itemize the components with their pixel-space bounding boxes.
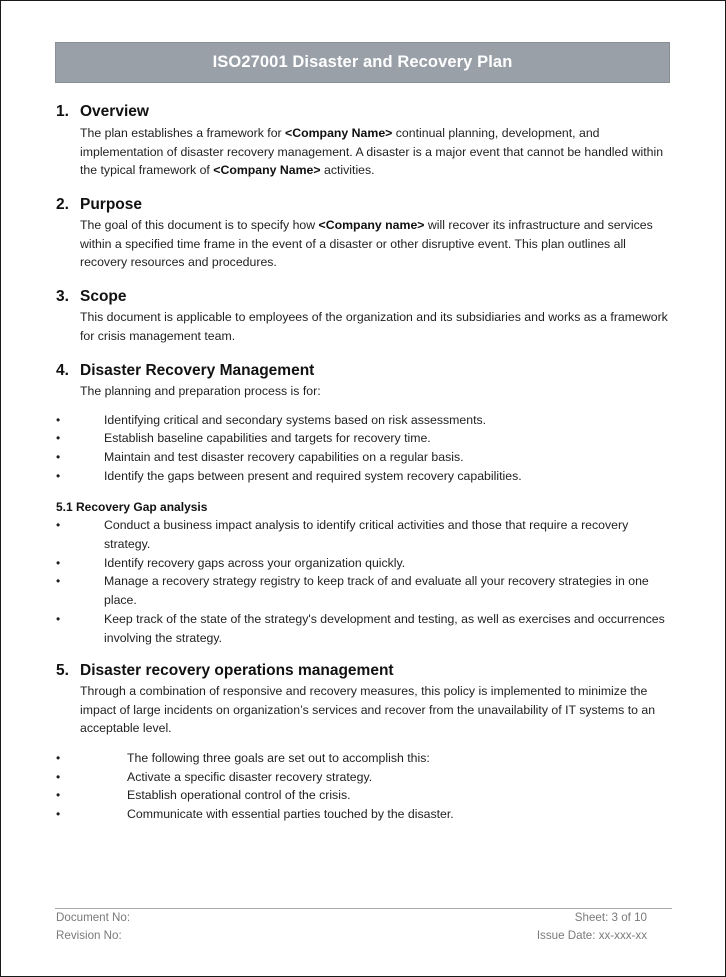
list-item-text: Keep track of the state of the strategy's development and testing, as well as exercises and occurrences involving the strategy.	[104, 611, 665, 645]
document-title: ISO27001 Disaster and Recovery Plan	[212, 53, 513, 71]
list-item	[56, 467, 676, 486]
bullet-list	[56, 749, 676, 824]
document-number-label: Document No:	[56, 911, 131, 924]
bullet-icon: •	[56, 574, 61, 589]
bullet-icon: •	[56, 611, 61, 626]
list-item	[56, 610, 676, 648]
list-item	[56, 749, 676, 768]
section-title: Disaster recovery operations management	[80, 662, 394, 679]
bullet-icon: •	[56, 468, 61, 483]
company-name-placeholder: <Company Name>	[213, 163, 321, 178]
section-intro: Through a combination of responsive and recovery measures, this policy is implemented to minimize the impact of large incidents on organization’s services and recover from the unavailability of IT systems to an acceptable level.	[80, 684, 656, 736]
list-item	[56, 516, 676, 554]
section-intro: The planning and preparation process is for:	[80, 384, 321, 398]
section-disaster-recovery-management	[56, 361, 676, 486]
list-item	[56, 554, 676, 573]
list-item	[56, 448, 676, 467]
section-heading	[56, 102, 676, 122]
sheet-number: Sheet: 3 of 10	[574, 911, 647, 924]
section-number: 5.	[56, 662, 69, 679]
bullet-list	[56, 411, 676, 486]
text-run: will recover its infrastructure and services within a specified time frame in the event of a disaster or other disruptive event. This plan outlines all recovery resources and procedures.	[80, 218, 653, 270]
bullet-icon: •	[56, 750, 61, 765]
footer-row-2	[56, 928, 647, 943]
list-item-text: Identify the gaps between present and required system recovery capabilities.	[104, 468, 522, 483]
section-overview	[56, 102, 676, 180]
list-item-text: Communicate with essential parties touched by the disaster.	[127, 807, 454, 822]
section-heading	[56, 287, 676, 307]
list-item	[56, 429, 676, 448]
list-item-text: Activate a specific disaster recovery strategy.	[127, 769, 373, 784]
section-number: 3.	[56, 288, 69, 305]
section-number: 2.	[56, 196, 69, 213]
section-scope	[56, 287, 676, 345]
text-run: continual planning, development, and implementation of disaster recovery management. A disaster is a major event that cannot be handled within the typical framework of	[80, 126, 664, 178]
bullet-list	[56, 516, 676, 648]
section-title: Scope	[80, 288, 127, 305]
bullet-icon: •	[56, 518, 61, 532]
list-item	[56, 786, 676, 805]
text-run: activities.	[320, 163, 375, 178]
section-paragraph	[80, 216, 676, 272]
list-item-text: Manage a recovery strategy registry to keep track of and evaluate all your recovery strategies in one place.	[104, 574, 649, 608]
section-heading	[56, 361, 676, 381]
company-name-placeholder: <Company Name>	[285, 126, 393, 140]
bullet-icon: •	[56, 431, 61, 446]
bullet-icon: •	[56, 555, 61, 570]
list-item-text: Conduct a business impact analysis to identify critical activities and those that require a recovery strategy.	[104, 518, 629, 551]
list-item	[56, 768, 676, 787]
text-run: The goal of this document is to specify how	[80, 218, 319, 232]
section-title: Purpose	[80, 196, 143, 213]
list-item-text: Establish operational control of the crisis.	[127, 788, 351, 803]
text-run: The plan establishes a framework for	[80, 126, 286, 140]
issue-date: Issue Date: xx-xxx-xx	[536, 929, 647, 942]
section-title: Disaster Recovery Management	[80, 362, 315, 379]
list-item	[56, 411, 676, 430]
section-heading	[56, 195, 676, 215]
bullet-icon: •	[56, 788, 61, 803]
section-heading	[56, 661, 676, 681]
footer-row-1	[56, 910, 647, 925]
list-item-text: The following three goals are set out to accomplish this:	[127, 750, 430, 765]
section-number: 4.	[56, 362, 69, 379]
section-paragraph	[80, 308, 676, 345]
list-item	[56, 572, 676, 610]
bullet-icon: •	[56, 769, 61, 784]
footer-divider	[55, 908, 672, 909]
list-item-text: Maintain and test disaster recovery capabilities on a regular basis.	[104, 450, 464, 465]
list-item-text: Identifying critical and secondary systems based on risk assessments.	[104, 412, 487, 427]
subsection-recovery-gap-analysis	[56, 499, 676, 648]
section-purpose	[56, 195, 676, 272]
text-run: This document is applicable to employees of the organization and its subsidiaries and works as a framework for crisis management team.	[80, 310, 668, 343]
bullet-icon: •	[56, 412, 61, 427]
company-name-placeholder: <Company name>	[318, 218, 425, 232]
list-item	[56, 805, 676, 824]
section-paragraph	[80, 124, 676, 180]
title-banner	[55, 42, 670, 83]
subsection-heading: 5.1 Recovery Gap analysis	[56, 500, 208, 514]
section-number: 1.	[56, 103, 69, 120]
list-item-text: Identify recovery gaps across your organization quickly.	[104, 555, 406, 570]
section-title: Overview	[80, 103, 149, 120]
section-disaster-recovery-operations	[56, 661, 676, 824]
bullet-icon: •	[56, 807, 61, 822]
bullet-icon: •	[56, 450, 61, 465]
list-item-text: Establish baseline capabilities and targets for recovery time.	[104, 431, 431, 446]
revision-number-label: Revision No:	[56, 929, 122, 942]
